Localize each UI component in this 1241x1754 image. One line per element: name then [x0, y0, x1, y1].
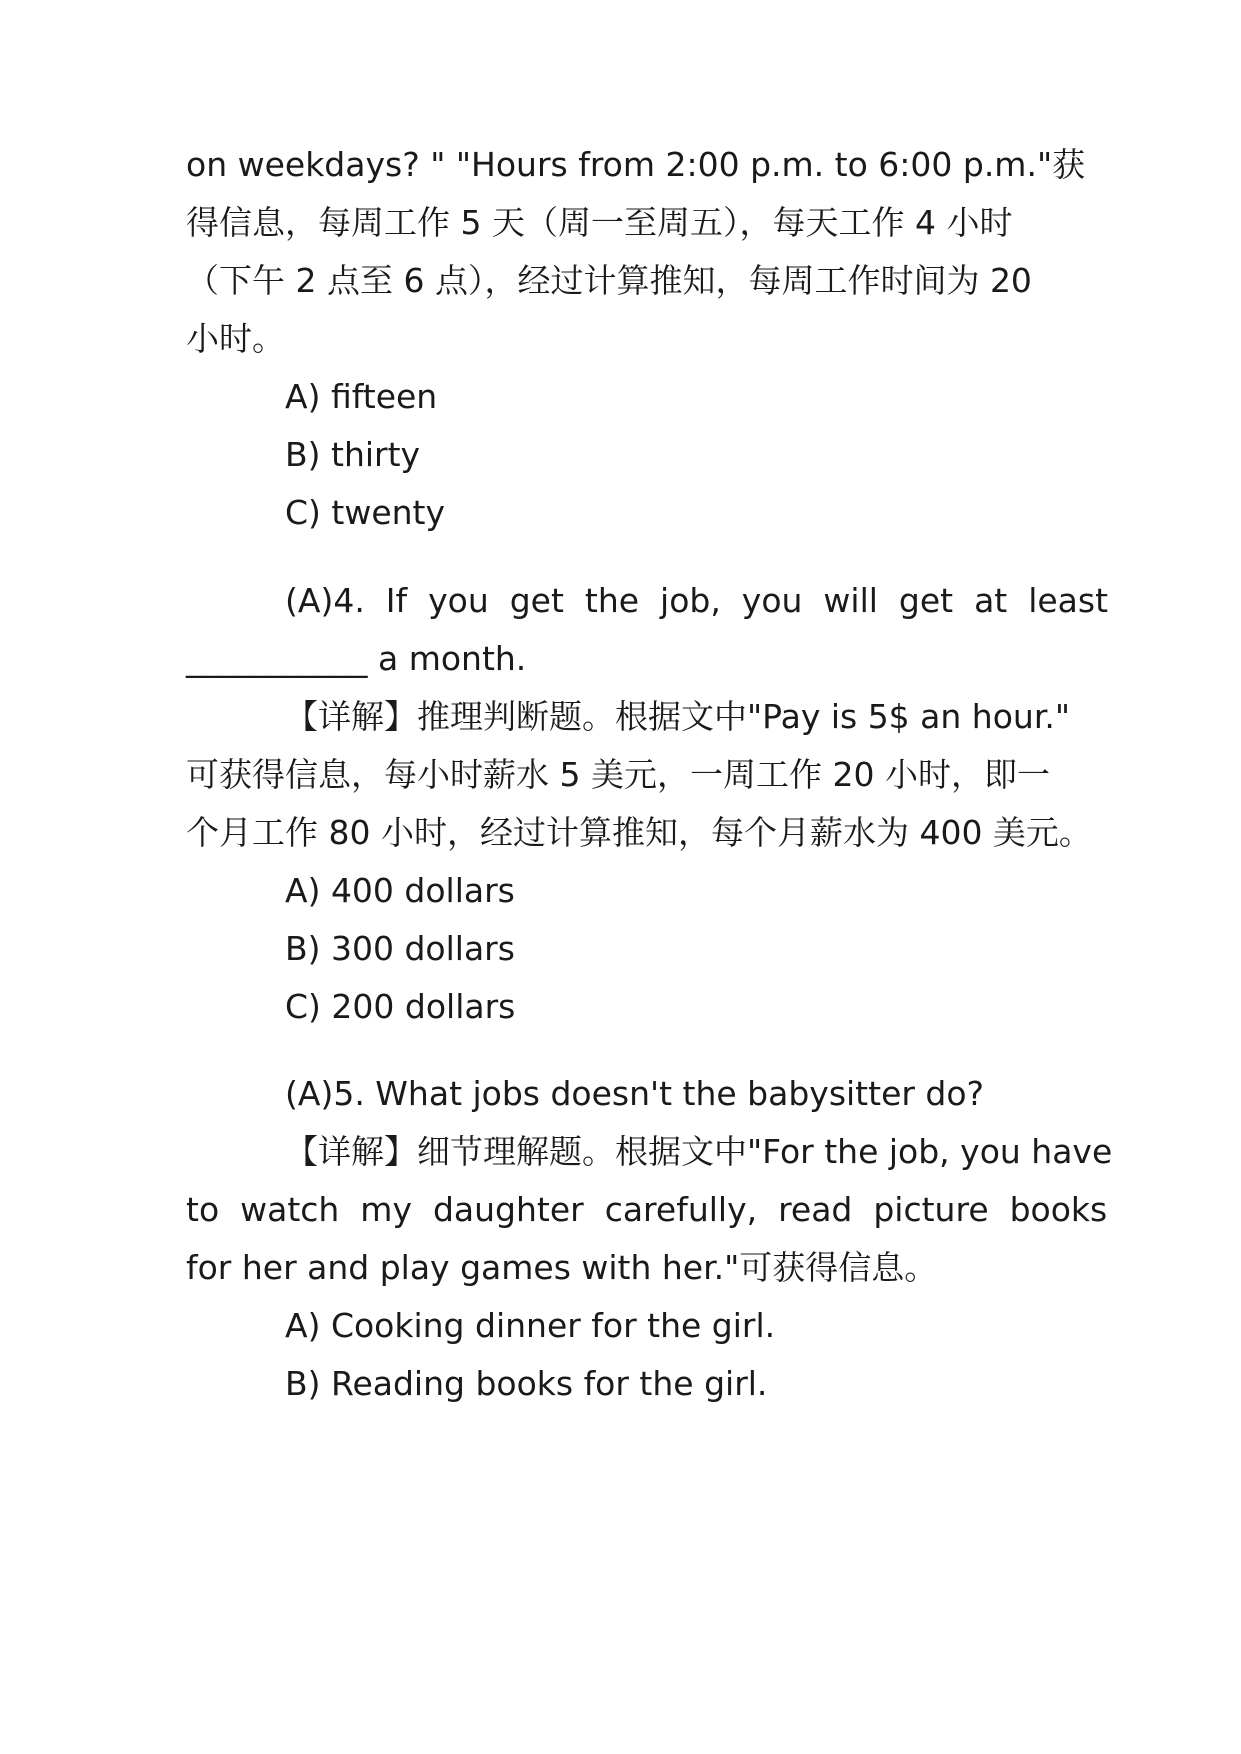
q5-explanation-line: 【详解】细节理解题。根据文中"For the job, you have: [285, 1132, 1113, 1171]
q5-option: A) Cooking dinner for the girl.: [285, 1306, 776, 1345]
q4-option: A) 400 dollars: [285, 871, 515, 910]
q3-explanation-line: on weekdays? " "Hours from 2:00 p.m. to 6:00 p.m."获: [186, 145, 1086, 184]
q4-option: C) 200 dollars: [285, 987, 516, 1026]
q4-option: B) 300 dollars: [285, 929, 515, 968]
q3-explanation-line: 小时。: [186, 319, 285, 358]
q3-option: B) thirty: [285, 435, 421, 474]
q4-explanation-line: 【详解】推理判断题。根据文中"Pay is 5$ an hour.": [285, 697, 1071, 736]
q3-option: C) twenty: [285, 493, 446, 532]
q4-explanation-line: 可获得信息，每小时薪水 5 美元，一周工作 20 小时，即一: [186, 755, 1050, 794]
q4-explanation-line: 个月工作 80 小时，经过计算推知，每个月薪水为 400 美元。: [186, 813, 1092, 852]
q4-question-blank-line: ___________ a month.: [186, 639, 527, 678]
q5-question: (A)5. What jobs doesn't the babysitter do?: [285, 1074, 985, 1113]
q4-question: (A)4. If you get the job, you will get at least: [285, 581, 1109, 620]
q5-explanation-line: for her and play games with her."可获得信息。: [186, 1248, 938, 1287]
q3-explanation-line: （下午 2 点至 6 点），经过计算推知，每周工作时间为 20: [186, 261, 1032, 300]
q3-option: A) fifteen: [285, 377, 438, 416]
q5-option: B) Reading books for the girl.: [285, 1364, 768, 1403]
q3-explanation-line: 得信息，每周工作 5 天（周一至周五），每天工作 4 小时: [186, 203, 1013, 242]
q5-explanation-line: to watch my daughter carefully, read picture books: [186, 1190, 1108, 1229]
